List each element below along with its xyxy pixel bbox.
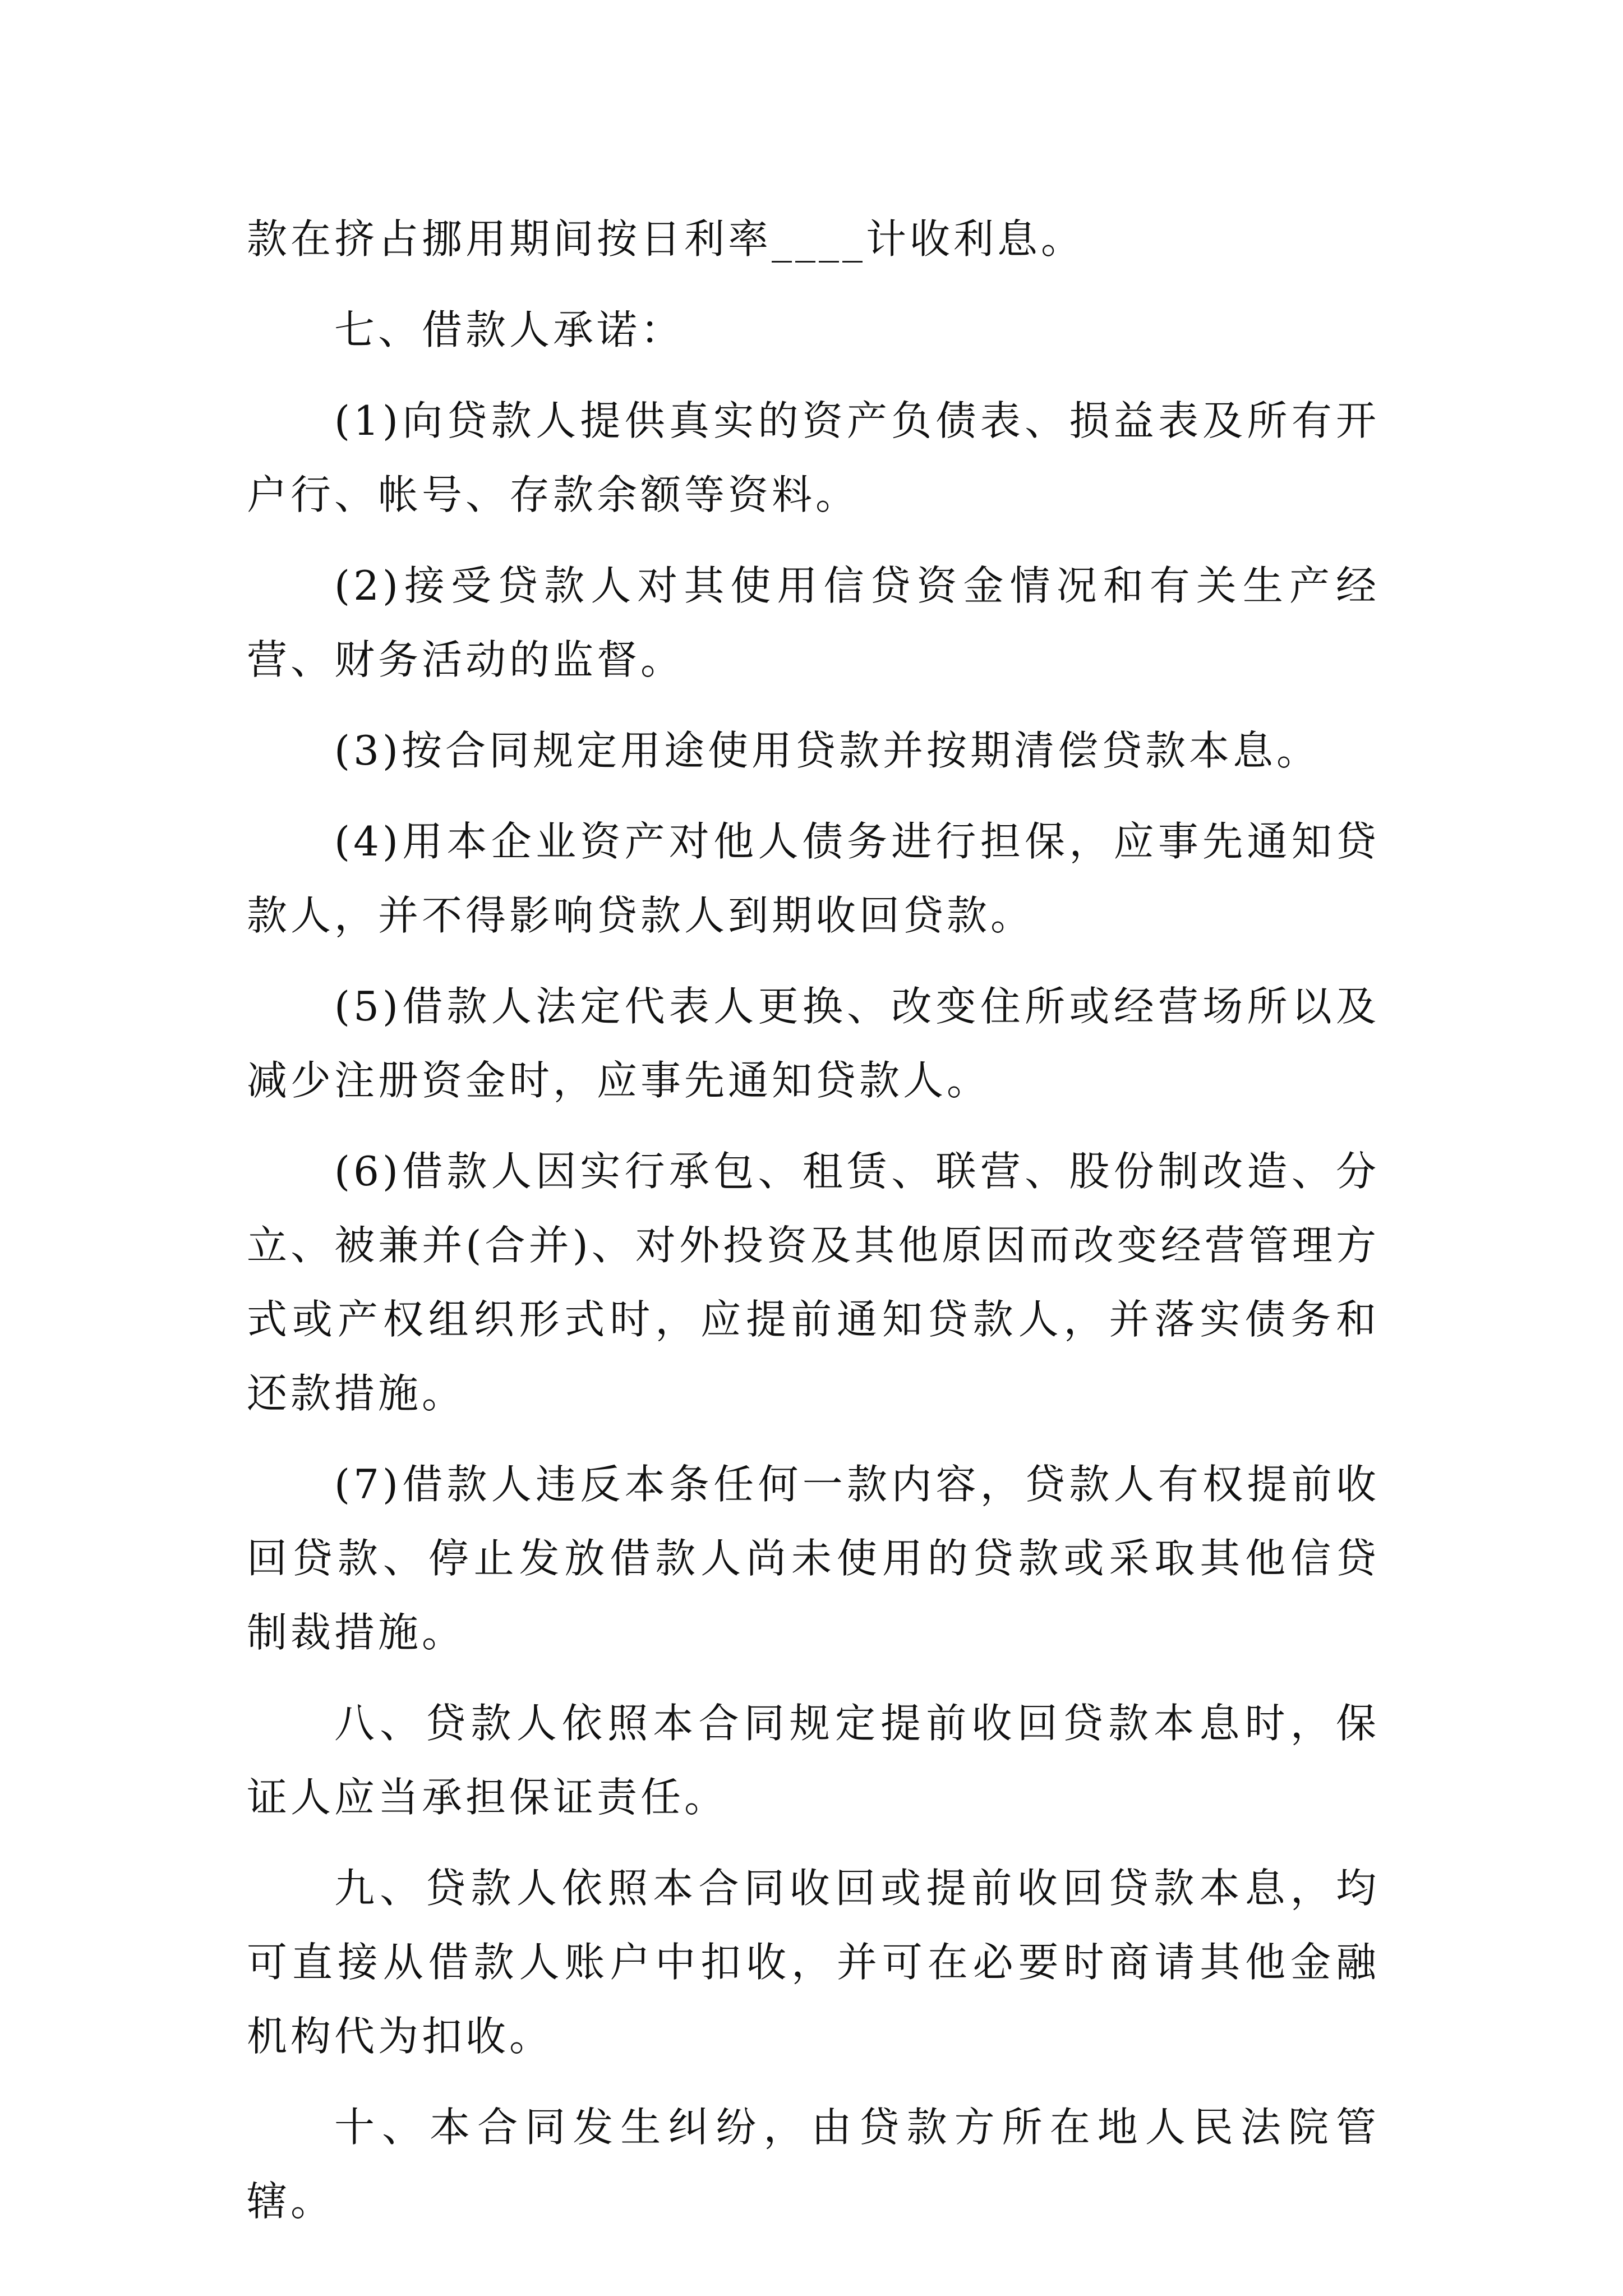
- paragraph-commitment-7: (7)借款人违反本条任何一款内容，贷款人有权提前收回贷款、停止发放借款人尚未使用的贷款或采取其他信贷制裁措施。: [247, 1461, 1380, 1656]
- document-body: [247, 202, 1380, 2255]
- paragraph-commitment-3: (3)按合同规定用途使用贷款并按期清偿贷款本息。: [334, 727, 1320, 774]
- paragraph-interest-continuation: 款在挤占挪用期间按日利率____计收利息。: [247, 215, 1085, 263]
- paragraph-commitment-5: (5)借款人法定代表人更换、改变住所或经营场所以及减少注册资金时，应事先通知贷款人。: [247, 983, 1380, 1104]
- paragraph-clause-10: 十、本合同发生纠纷，由贷款方所在地人民法院管辖。: [247, 2104, 1380, 2225]
- paragraph-commitment-6: (6)借款人因实行承包、租赁、联营、股份制改造、分立、被兼并(合并)、对外投资及其他原因而改变经营管理方式或产权组织形式时，应提前通知贷款人，并落实债务和还款措施。: [247, 1148, 1380, 1417]
- paragraph-commitment-1: (1)向贷款人提供真实的资产负债表、损益表及所有开户行、帐号、存款余额等资料。: [247, 397, 1380, 518]
- paragraph-clause-8: 八、贷款人依照本合同规定提前收回贷款本息时，保证人应当承担保证责任。: [247, 1700, 1380, 1821]
- paragraph-borrower-commitments-heading: 七、借款人承诺：: [334, 306, 685, 353]
- paragraph-commitment-2: (2)接受贷款人对其使用信贷资金情况和有关生产经营、财务活动的监督。: [247, 562, 1380, 683]
- paragraph-commitment-4: (4)用本企业资产对他人债务进行担保，应事先通知贷款人，并不得影响贷款人到期收回贷款。: [247, 818, 1380, 939]
- paragraph-clause-9: 九、贷款人依照本合同收回或提前收回贷款本息，均可直接从借款人账户中扣收，并可在必要时商请其他金融机构代为扣收。: [247, 1865, 1380, 2060]
